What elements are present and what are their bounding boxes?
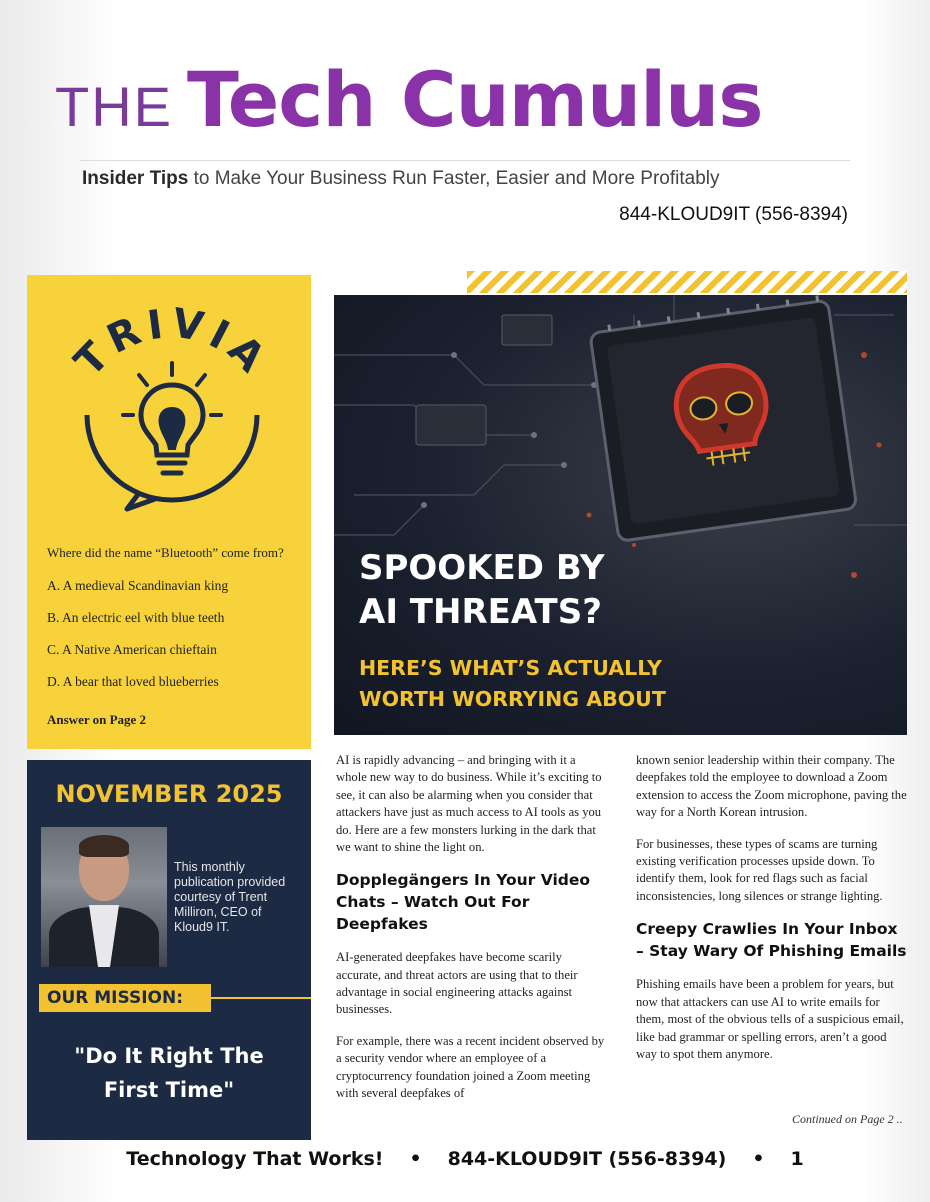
article-paragraph: For example, there was a recent incident observed by a security vendor where an employee of a cryptocurrency foundation joined a Zoom meeting with several deepfakes of <box>336 1033 605 1100</box>
hero-title-line2: AI THREATS? <box>359 591 602 632</box>
hero-subtitle-line2: WORTH WORRYING ABOUT <box>359 686 666 711</box>
article-intro: AI is rapidly advancing – and bringing with it a whole new way to do business. While it’s exciting to see, it can also be alarming when you consider that attackers have just as much access to AI tools as you do. Here are a few monsters lurking in the dark that we want to shine the light on. <box>336 753 602 854</box>
footer-separator: • <box>752 1148 765 1170</box>
trivia-option-d: D. A bear that loved blueberries <box>47 674 219 689</box>
masthead <box>0 0 930 270</box>
continued-note: Continued on Page 2 .. <box>792 1112 903 1126</box>
hero-title <box>359 547 605 634</box>
article-heading-phishing: Creepy Crawlies In Your Inbox – Stay Wary Of Phishing Emails <box>636 920 907 960</box>
masthead-divider <box>80 160 850 161</box>
tagline-bold: Insider Tips <box>82 168 189 189</box>
title-the: THE <box>55 75 173 138</box>
article-paragraph: Phishing emails have been a problem for years, but now that attackers can use AI to write emails for them, most of the obvious tells of a suspicious email, like bad grammar or spelling errors, aren’t a good way to spot them anymore. <box>636 977 904 1061</box>
header-phone: 844-KLOUD9IT (556-8394) <box>619 204 848 225</box>
article-column-2 <box>636 752 908 1077</box>
footer-separator: • <box>409 1148 422 1170</box>
trivia-question: Where did the name “Bluetooth” come from? <box>47 545 284 560</box>
trivia-option-a: A. A medieval Scandinavian king <box>47 578 229 593</box>
article-column-1 <box>336 752 608 1116</box>
title-name: Tech Cumulus <box>187 55 763 144</box>
article-heading-deepfakes: Dopplegängers In Your Video Chats – Watch Out For Deepfakes <box>336 871 591 933</box>
hero-subtitle <box>359 653 666 715</box>
mission-statement: "Do It Right The First Time" <box>74 1044 264 1102</box>
article-paragraph: For businesses, these types of scams are turning existing verification processes upside down. To identify them, look for red flags such as facial inconsistencies, long silences or strange lighting. <box>636 836 883 903</box>
mission-underline <box>211 997 311 999</box>
sidebar-panel <box>27 760 311 1140</box>
footer-phone: 844-KLOUD9IT (556-8394) <box>447 1148 727 1170</box>
footer-slogan: Technology That Works! <box>126 1148 384 1170</box>
trivia-logo-text: TRIVIA <box>66 300 278 386</box>
tagline-rest: to Make Your Business Run Faster, Easier and More Profitably <box>188 168 720 189</box>
hero-subtitle-line1: HERE’S WHAT’S ACTUALLY <box>359 656 662 680</box>
article-paragraph: known senior leadership within their company. The deepfakes told the employee to download a Zoom extension to access the Zoom microphone, paving the way for a North Korean intrusion. <box>636 753 907 820</box>
hero-title-line1: SPOOKED BY <box>359 548 605 588</box>
tagline <box>82 168 720 190</box>
trivia-box <box>27 275 311 749</box>
issue-month: NOVEMBER 2025 <box>55 780 283 808</box>
trivia-lightbulb-icon <box>57 295 287 515</box>
page-number: 1 <box>790 1148 804 1170</box>
trivia-option-c: C. A Native American chieftain <box>47 642 217 657</box>
trivia-answer-note: Answer on Page 2 <box>47 712 147 727</box>
mission-label: OUR MISSION: <box>39 984 211 1012</box>
ceo-photo <box>41 827 167 967</box>
page-footer <box>0 1148 930 1170</box>
trivia-content <box>47 545 307 728</box>
trivia-option-b: B. An electric eel with blue teeth <box>47 610 225 625</box>
hazard-stripes <box>467 271 907 293</box>
hero-banner <box>334 295 907 735</box>
publisher-bio: This monthly publication provided courtesy of Trent Milliron, CEO of Kloud9 IT. <box>174 860 286 934</box>
article-paragraph: AI-generated deepfakes have become scarily accurate, and threat actors are using that to their advantage in social engineering attacks against businesses. <box>336 950 578 1017</box>
newsletter-title <box>55 55 762 144</box>
